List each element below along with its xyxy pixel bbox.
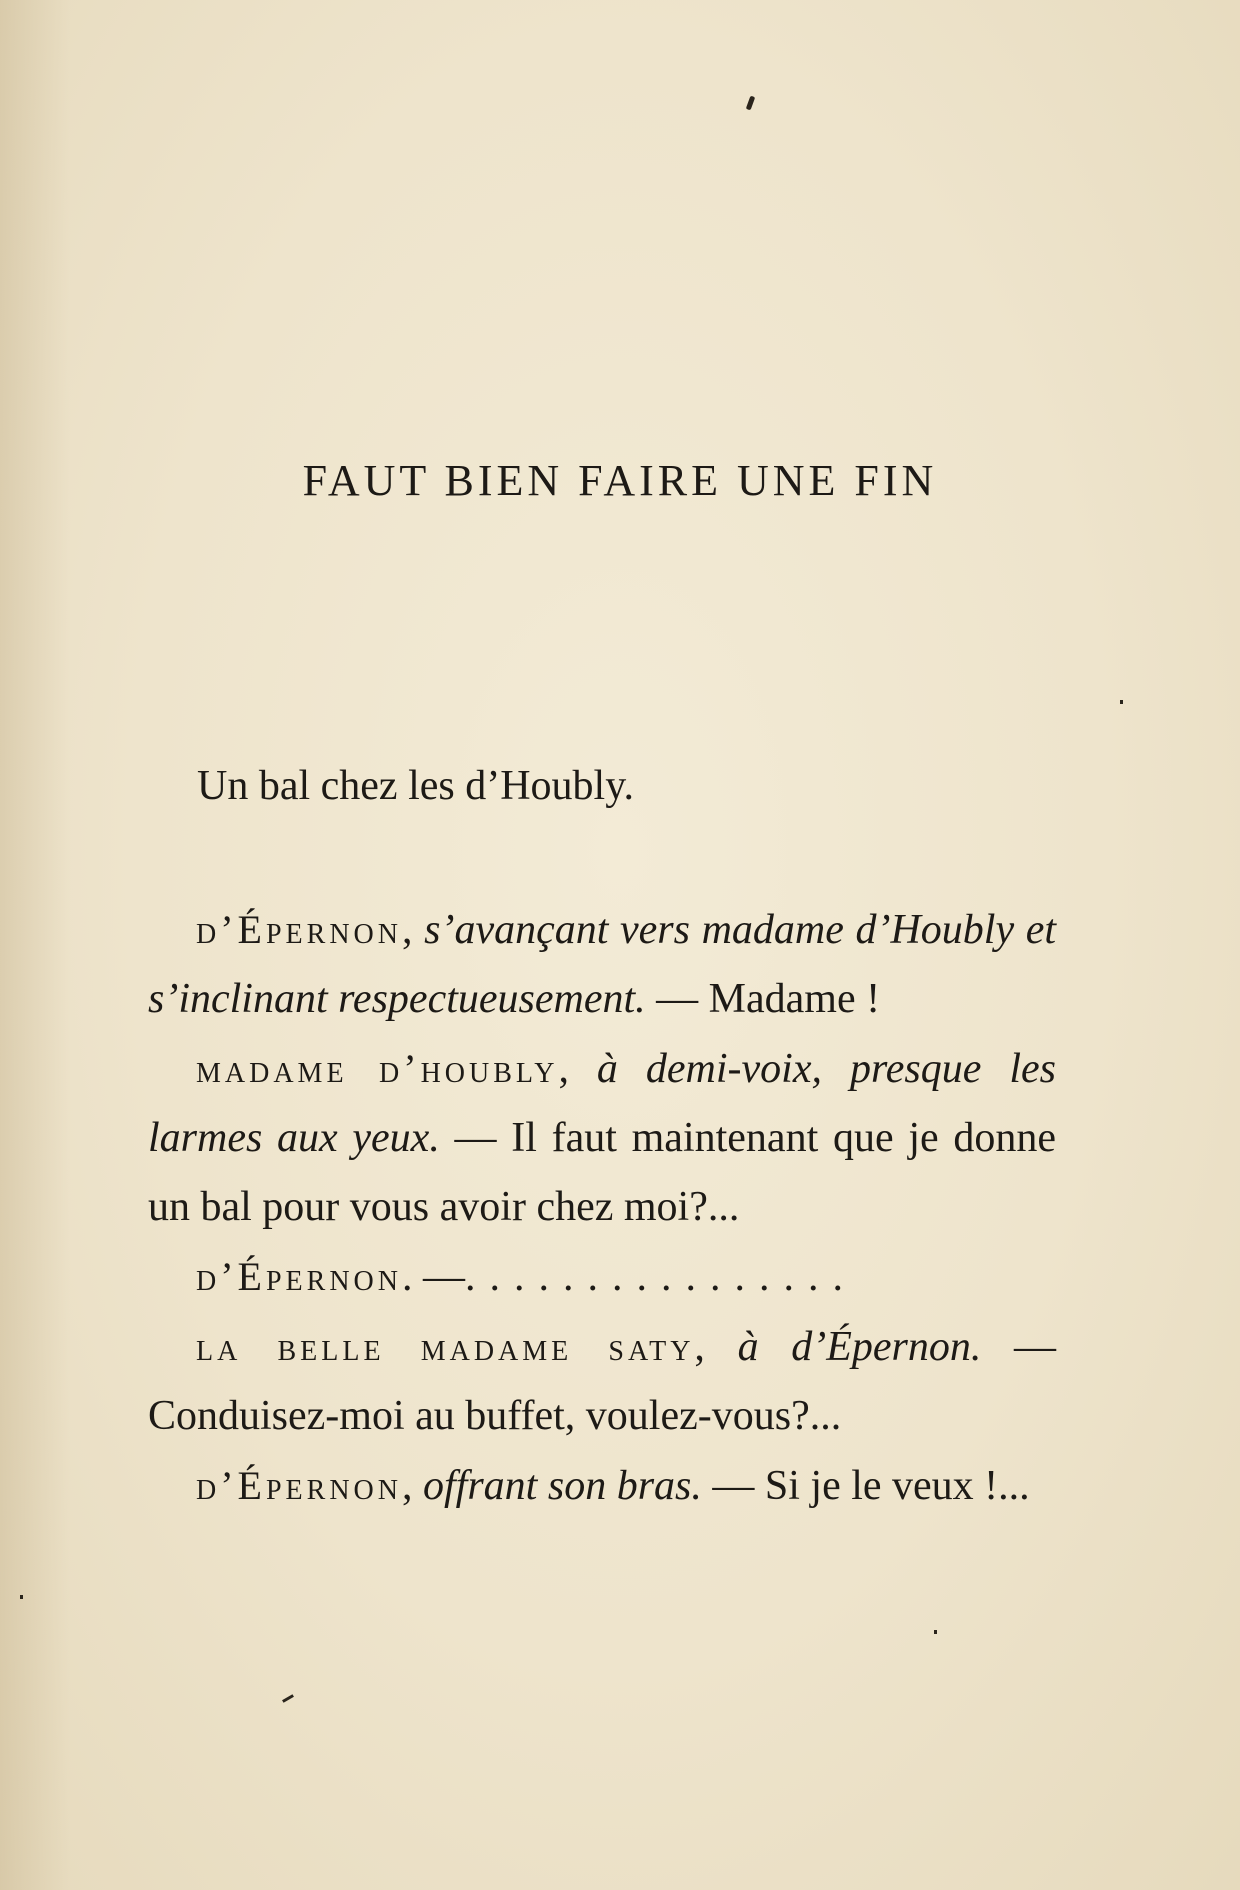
dialogue-paragraph — [148, 895, 1056, 1034]
spoken-line: — Madame ! — [645, 976, 881, 1022]
ink-speck — [1120, 700, 1123, 704]
spoken-line: — Conduisez-moi au buffet, voulez-vous?... — [148, 1324, 1057, 1439]
speaker-name: madame d’houbly — [196, 1046, 559, 1091]
spoken-line: — Il faut maintenant que je donne un bal pour vous avoir chez moi?... — [148, 1115, 1056, 1230]
speaker-name: d’Épernon — [196, 907, 402, 952]
ink-speck — [746, 96, 755, 111]
speaker-separator: , — [558, 1046, 597, 1092]
speaker-separator: , — [694, 1324, 738, 1370]
ellipsis-dots: ................ — [465, 1254, 857, 1300]
dialogue-block — [148, 895, 1056, 1521]
dialogue-paragraph — [148, 1312, 1056, 1451]
stage-direction: s’avançant vers madame d’Houbly et s’inclinant respectueusement. — [148, 907, 1057, 1022]
dialogue-paragraph — [148, 1242, 1056, 1312]
stage-direction: à d’Épernon. — [737, 1324, 982, 1370]
speaker-separator: , — [402, 907, 425, 953]
ink-speck — [282, 1694, 294, 1703]
speaker-separator: . — — [402, 1254, 465, 1300]
speaker-name: d’Épernon — [196, 1463, 402, 1508]
scene-setting: Un bal chez les d’Houbly. — [197, 763, 634, 809]
dialogue-paragraph — [148, 1034, 1056, 1242]
ink-speck — [20, 1595, 23, 1599]
binding-shadow — [0, 0, 70, 1890]
dialogue-paragraph — [148, 1451, 1056, 1521]
speaker-name: d’Épernon — [196, 1254, 402, 1299]
speaker-separator: , — [402, 1463, 423, 1509]
ink-speck — [934, 1630, 937, 1634]
stage-direction: offrant son bras. — [423, 1463, 702, 1509]
spoken-line: — Si je le veux !... — [701, 1463, 1030, 1509]
chapter-title: FAUT BIEN FAIRE UNE FIN — [302, 456, 938, 505]
stage-direction: à demi-voix, presque les larmes aux yeux. — [148, 1046, 1056, 1161]
speaker-name: la belle madame saty — [196, 1324, 695, 1369]
